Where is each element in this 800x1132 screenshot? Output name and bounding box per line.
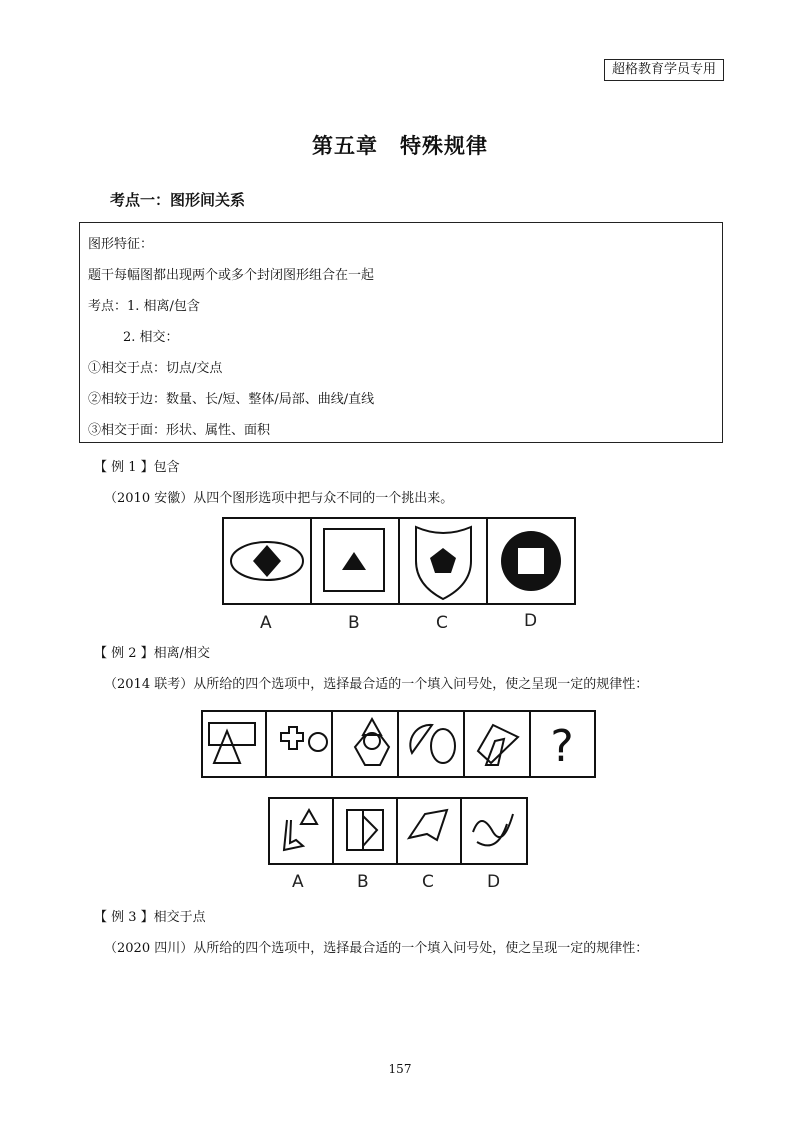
feature-line: 题干每幅图都出现两个或多个封闭图形组合在一起 <box>88 268 375 283</box>
ellipse-shape <box>431 729 455 763</box>
feature-line: 考点：1. 相离/包含 <box>88 299 200 314</box>
example1-figure <box>220 515 580 610</box>
example2-heading: 【 例 2 】相离/相交 <box>94 646 211 661</box>
option-label-c: C <box>436 613 448 633</box>
triangle-shape <box>301 810 317 824</box>
option-label-a: A <box>260 613 272 633</box>
feature-line: 2. 相交： <box>123 330 179 345</box>
example1-question: （2010 安徽）从四个图形选项中把与众不同的一个挑出来。 <box>104 491 454 506</box>
triangle-shape <box>342 552 366 570</box>
example2-question-figure <box>200 709 600 781</box>
triangle-shape <box>214 731 240 763</box>
example3-heading: 【 例 3 】相交于点 <box>94 910 206 925</box>
option-label-b: B <box>348 613 360 633</box>
feature-line: ②相较于边：数量、长/短、整体/局部、曲线/直线 <box>88 392 375 407</box>
chapter-title: 第五章 特殊规律 <box>312 133 488 158</box>
white-square-shape <box>518 548 544 574</box>
example2-question: （2014 联考）从所给的四个选项中，选择最合适的一个填入问号处，使之呈现一定的规律性： <box>104 677 649 692</box>
example3-question: （2020 四川）从所给的四个选项中，选择最合适的一个填入问号处，使之呈现一定的规律性： <box>104 941 649 956</box>
section-title: 考点一：图形间关系 <box>110 191 246 209</box>
semicircle-shape <box>410 725 432 753</box>
question-mark: ? <box>550 721 574 772</box>
option-label-b: B <box>357 872 369 892</box>
header-tag: 超格教育学员专用 <box>604 59 724 81</box>
page-number: 157 <box>388 1062 412 1076</box>
cross-shape <box>281 727 303 749</box>
feature-box <box>79 222 723 443</box>
option-label-a: A <box>292 872 304 892</box>
feature-line: ①相交于点：切点/交点 <box>88 361 223 376</box>
curve-shape <box>477 824 507 845</box>
example2-options-figure <box>267 796 531 868</box>
option-label-c: C <box>422 872 434 892</box>
chevron-shape <box>363 816 377 846</box>
feature-line: ③相交于面：形状、属性、面积 <box>88 423 271 438</box>
example1-heading: 【 例 1 】包含 <box>94 460 180 475</box>
feature-line: 图形特征： <box>88 237 154 252</box>
option-label-d: D <box>487 872 501 892</box>
pentagon-shape <box>430 548 456 573</box>
diamond-shape <box>253 545 281 577</box>
polygon-shape <box>409 810 447 840</box>
circle-shape <box>309 733 327 751</box>
option-label-d: D <box>524 611 538 631</box>
quadrilateral-shape <box>478 725 518 763</box>
